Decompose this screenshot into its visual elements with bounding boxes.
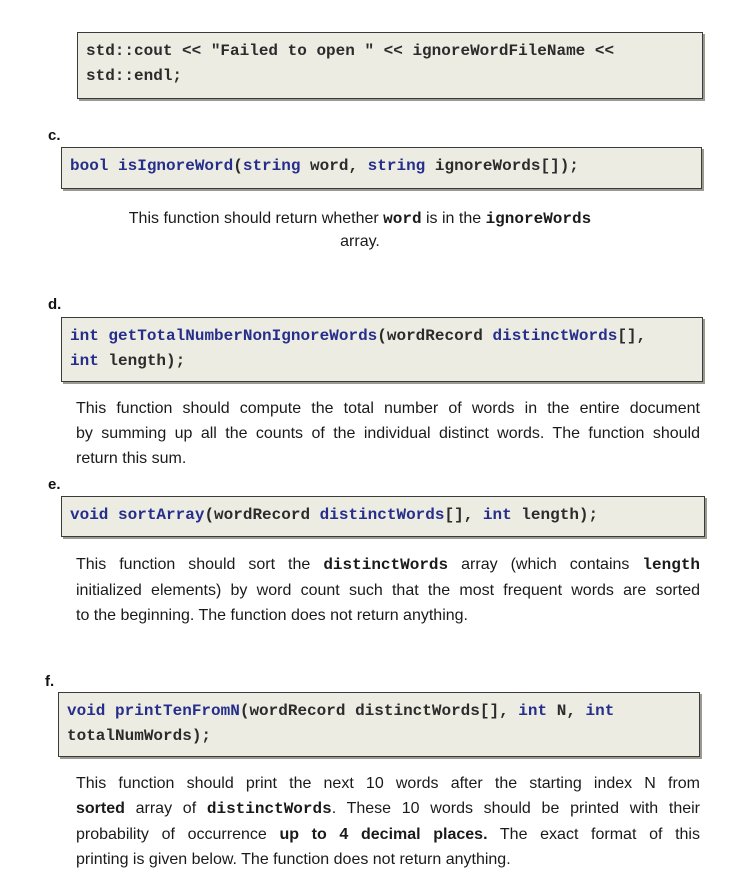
- desc-text: array (which contains: [448, 556, 643, 573]
- code-token: isIgnoreWord: [118, 157, 234, 175]
- code-token: [],: [617, 327, 647, 345]
- desc-bold: sorted: [76, 800, 125, 817]
- desc-code: distinctWords: [323, 556, 449, 574]
- code-token: printTenFromN: [115, 702, 240, 720]
- code-token: getTotalNumberNonIgnoreWords: [108, 327, 378, 345]
- code-token: length);: [511, 506, 599, 524]
- code-token: distinctWords: [319, 506, 445, 524]
- code-token: N,: [547, 702, 586, 720]
- code-token: void: [70, 506, 109, 524]
- code-token: (wordRecord distinctWords[],: [239, 702, 519, 720]
- code-token: distinctWords: [492, 327, 618, 345]
- desc-line: to the beginning. The function does not return anything.: [76, 607, 468, 624]
- code-block-printtenfromn: [58, 692, 700, 757]
- code-token: [105, 702, 115, 720]
- section-label-d: d.: [48, 296, 62, 313]
- description-e: [76, 552, 700, 628]
- code-line: std::endl;: [86, 67, 183, 85]
- code-token: [108, 157, 118, 175]
- code-block-gettotal: [61, 317, 703, 382]
- section-label-e: e.: [48, 476, 61, 493]
- code-token: [108, 506, 118, 524]
- desc-text: This function should return whether: [128, 210, 384, 227]
- code-token: int: [482, 506, 512, 524]
- code-token: length);: [98, 352, 186, 370]
- code-token: ignoreWords[]);: [425, 157, 579, 175]
- desc-line: This function should print the next 10 words after the starting index N from: [76, 775, 700, 792]
- desc-text: is in the: [421, 210, 486, 227]
- desc-text: array of: [124, 800, 207, 817]
- code-token: totalNumWords);: [67, 727, 212, 745]
- desc-text: probability of occurrence: [76, 826, 280, 843]
- code-token: int: [70, 327, 99, 345]
- code-line: std::cout << "Failed to open " << ignoreWordFileName <<: [86, 42, 615, 60]
- desc-line: initialized elements) by word count such that the most frequent words are sorted: [76, 582, 700, 599]
- section-label-c: c.: [48, 127, 61, 144]
- code-token: [99, 327, 109, 345]
- code-token: (: [233, 157, 243, 175]
- code-token: int: [518, 702, 548, 720]
- desc-line: by summing up all the counts of the individual distinct words. The function should: [76, 425, 700, 442]
- code-block-cout: [77, 32, 703, 99]
- desc-code: length: [642, 556, 701, 574]
- code-block-isignoreword: [61, 147, 702, 189]
- code-token: int: [585, 702, 615, 720]
- code-token: word,: [300, 157, 368, 175]
- code-token: void: [67, 702, 106, 720]
- desc-text: array.: [340, 233, 380, 250]
- desc-code: word: [383, 210, 422, 228]
- desc-text: The exact format of this: [487, 826, 700, 843]
- desc-code: ignoreWords: [485, 210, 592, 228]
- description-c: [80, 206, 640, 252]
- code-token: string: [242, 157, 301, 175]
- code-block-sortarray: [61, 496, 705, 537]
- code-token: string: [367, 157, 426, 175]
- description-d: [76, 396, 700, 471]
- desc-code: distinctWords: [206, 800, 332, 818]
- desc-text: This function should sort the: [76, 556, 324, 573]
- description-f: [76, 771, 700, 872]
- code-token: (wordRecord: [377, 327, 493, 345]
- code-token: (wordRecord: [204, 506, 320, 524]
- code-token: bool: [70, 157, 109, 175]
- code-token: int: [70, 352, 99, 370]
- code-token: [],: [444, 506, 483, 524]
- desc-line: return this sum.: [76, 450, 187, 467]
- desc-text: . These 10 words should be printed with their: [331, 800, 701, 817]
- desc-line: This function should compute the total number of words in the entire document: [76, 400, 700, 417]
- section-label-f: f.: [45, 673, 55, 690]
- desc-line: printing is given below. The function does not return anything.: [76, 851, 511, 868]
- desc-bold: up to 4 decimal places.: [279, 826, 488, 843]
- code-token: sortArray: [118, 506, 205, 524]
